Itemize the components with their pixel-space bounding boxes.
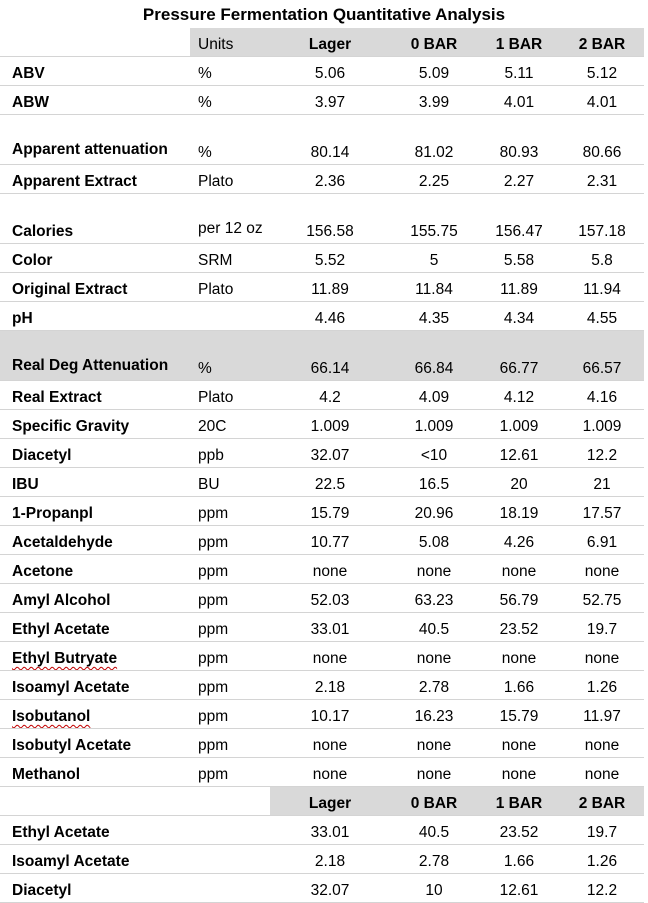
value-lager: 22.5 <box>270 468 390 497</box>
value-0-bar: 5.08 <box>390 526 478 555</box>
header-lager: Lager <box>270 28 390 57</box>
value-1-bar: 11.89 <box>478 273 560 302</box>
header-2-bar: 2 BAR <box>560 28 644 57</box>
summary-row <box>0 874 644 903</box>
value-0-bar: none <box>390 555 478 584</box>
row-label: Original Extract <box>0 273 190 302</box>
value-lager: none <box>270 758 390 787</box>
table-row <box>0 758 644 787</box>
value-lager: none <box>270 729 390 758</box>
value-2-bar: 19.7 <box>560 613 644 642</box>
table-row <box>0 115 644 165</box>
row-label <box>0 642 190 671</box>
table-row <box>0 497 644 526</box>
value-0-bar: 2.78 <box>390 845 478 874</box>
table-row <box>0 244 644 273</box>
value-1-bar: 18.19 <box>478 497 560 526</box>
value-0-bar: none <box>390 758 478 787</box>
table-row <box>0 194 644 244</box>
row-unit: per 12 oz <box>190 194 270 244</box>
value-lager: 52.03 <box>270 584 390 613</box>
value-2-bar: 19.7 <box>560 816 644 845</box>
value-lager: 5.52 <box>270 244 390 273</box>
value-0-bar: 63.23 <box>390 584 478 613</box>
row-label: Methanol <box>0 758 190 787</box>
summary-header-1-bar: 1 BAR <box>478 787 560 816</box>
value-lager: 32.07 <box>270 439 390 468</box>
row-unit: Plato <box>190 165 270 194</box>
value-0-bar: none <box>390 642 478 671</box>
row-unit: Plato <box>190 381 270 410</box>
value-1-bar: 4.01 <box>478 86 560 115</box>
table-row <box>0 165 644 194</box>
value-1-bar: 1.66 <box>478 671 560 700</box>
value-0-bar: 66.84 <box>390 331 478 381</box>
value-2-bar: none <box>560 555 644 584</box>
value-0-bar: 16.5 <box>390 468 478 497</box>
value-lager: 33.01 <box>270 613 390 642</box>
spellcheck-flagged-label: Isobutanol <box>12 708 91 725</box>
row-unit: ppm <box>190 613 270 642</box>
value-1-bar: 1.009 <box>478 410 560 439</box>
row-label: ABW <box>0 86 190 115</box>
value-1-bar: 156.47 <box>478 194 560 244</box>
row-label: Diacetyl <box>0 439 190 468</box>
table-row <box>0 439 644 468</box>
row-label: IBU <box>0 468 190 497</box>
row-label: Ethyl Acetate <box>0 613 190 642</box>
summary-header-2-bar: 2 BAR <box>560 787 644 816</box>
row-label <box>0 700 190 729</box>
summary-row-unit <box>190 874 270 903</box>
row-unit: SRM <box>190 244 270 273</box>
value-2-bar: 52.75 <box>560 584 644 613</box>
row-label: Color <box>0 244 190 273</box>
value-0-bar: 2.78 <box>390 671 478 700</box>
value-lager: 5.06 <box>270 57 390 86</box>
value-lager: 10.17 <box>270 700 390 729</box>
header-row <box>0 28 644 57</box>
row-unit: ppm <box>190 758 270 787</box>
value-1-bar: 66.77 <box>478 331 560 381</box>
row-unit: Plato <box>190 273 270 302</box>
value-0-bar: 155.75 <box>390 194 478 244</box>
summary-row <box>0 816 644 845</box>
value-1-bar: 56.79 <box>478 584 560 613</box>
table-row <box>0 671 644 700</box>
row-label: 1-Propanpl <box>0 497 190 526</box>
table-row <box>0 584 644 613</box>
value-1-bar: 23.52 <box>478 613 560 642</box>
table-row <box>0 273 644 302</box>
value-1-bar: 2.27 <box>478 165 560 194</box>
value-0-bar: <10 <box>390 439 478 468</box>
analysis-table <box>0 28 644 903</box>
value-2-bar: none <box>560 729 644 758</box>
value-1-bar: 4.12 <box>478 381 560 410</box>
value-0-bar: 11.84 <box>390 273 478 302</box>
value-1-bar: none <box>478 758 560 787</box>
row-unit: ppm <box>190 642 270 671</box>
value-2-bar: 157.18 <box>560 194 644 244</box>
header-0-bar: 0 BAR <box>390 28 478 57</box>
row-label: Acetaldehyde <box>0 526 190 555</box>
value-1-bar: 80.93 <box>478 115 560 165</box>
value-0-bar: 10 <box>390 874 478 903</box>
value-2-bar: 12.2 <box>560 874 644 903</box>
table-row <box>0 86 644 115</box>
row-label: Apparent Extract <box>0 165 190 194</box>
table-row <box>0 468 644 497</box>
value-1-bar: 4.34 <box>478 302 560 331</box>
row-label: Isobutyl Acetate <box>0 729 190 758</box>
summary-row-unit <box>190 816 270 845</box>
row-unit: % <box>190 331 270 381</box>
summary-header-0-bar: 0 BAR <box>390 787 478 816</box>
value-1-bar: 20 <box>478 468 560 497</box>
table-row <box>0 57 644 86</box>
value-lager: 2.18 <box>270 671 390 700</box>
value-lager: 156.58 <box>270 194 390 244</box>
value-lager: 4.2 <box>270 381 390 410</box>
value-2-bar: 1.26 <box>560 671 644 700</box>
value-0-bar: 20.96 <box>390 497 478 526</box>
value-2-bar: none <box>560 642 644 671</box>
value-1-bar: 23.52 <box>478 816 560 845</box>
value-lager: 10.77 <box>270 526 390 555</box>
value-lager: 2.36 <box>270 165 390 194</box>
table-row <box>0 613 644 642</box>
row-label: ABV <box>0 57 190 86</box>
row-unit: % <box>190 115 270 165</box>
row-label: Specific Gravity <box>0 410 190 439</box>
table-row <box>0 555 644 584</box>
row-unit: ppm <box>190 526 270 555</box>
value-lager: 15.79 <box>270 497 390 526</box>
value-2-bar: 66.57 <box>560 331 644 381</box>
value-2-bar: 4.55 <box>560 302 644 331</box>
summary-row <box>0 845 644 874</box>
value-lager: 3.97 <box>270 86 390 115</box>
value-1-bar: none <box>478 729 560 758</box>
value-1-bar: 1.66 <box>478 845 560 874</box>
value-lager: none <box>270 555 390 584</box>
row-unit <box>190 302 270 331</box>
header-units: Units <box>190 28 270 57</box>
row-label: Real Extract <box>0 381 190 410</box>
value-2-bar: 5.12 <box>560 57 644 86</box>
value-1-bar: 15.79 <box>478 700 560 729</box>
value-2-bar: 6.91 <box>560 526 644 555</box>
row-unit: BU <box>190 468 270 497</box>
value-1-bar: 5.58 <box>478 244 560 273</box>
summary-row-label: Ethyl Acetate <box>0 816 190 845</box>
value-lager: 66.14 <box>270 331 390 381</box>
table-row <box>0 410 644 439</box>
spellcheck-flagged-label: Ethyl Butryate <box>12 650 118 667</box>
summary-blank-units <box>190 787 270 816</box>
row-unit: % <box>190 57 270 86</box>
summary-row-unit <box>190 845 270 874</box>
value-lager: 33.01 <box>270 816 390 845</box>
value-2-bar: 80.66 <box>560 115 644 165</box>
value-1-bar: 5.11 <box>478 57 560 86</box>
value-1-bar: 4.26 <box>478 526 560 555</box>
table-row <box>0 526 644 555</box>
value-0-bar: 81.02 <box>390 115 478 165</box>
row-unit: ppm <box>190 497 270 526</box>
summary-header-row <box>0 787 644 816</box>
value-2-bar: 11.94 <box>560 273 644 302</box>
row-label: pH <box>0 302 190 331</box>
value-2-bar: 4.16 <box>560 381 644 410</box>
value-0-bar: none <box>390 729 478 758</box>
value-lager: none <box>270 642 390 671</box>
row-unit: ppm <box>190 671 270 700</box>
value-0-bar: 5.09 <box>390 57 478 86</box>
value-lager: 4.46 <box>270 302 390 331</box>
value-1-bar: none <box>478 642 560 671</box>
summary-row-label: Isoamyl Acetate <box>0 845 190 874</box>
table-row <box>0 700 644 729</box>
value-0-bar: 2.25 <box>390 165 478 194</box>
value-2-bar: 4.01 <box>560 86 644 115</box>
row-unit: ppm <box>190 700 270 729</box>
row-label: Isoamyl Acetate <box>0 671 190 700</box>
table-row-highlighted <box>0 331 644 381</box>
row-unit: ppb <box>190 439 270 468</box>
row-unit: ppm <box>190 729 270 758</box>
value-1-bar: 12.61 <box>478 874 560 903</box>
value-0-bar: 40.5 <box>390 816 478 845</box>
table-row <box>0 381 644 410</box>
row-label: Amyl Alcohol <box>0 584 190 613</box>
row-label: Calories <box>0 194 190 244</box>
value-lager: 11.89 <box>270 273 390 302</box>
value-0-bar: 1.009 <box>390 410 478 439</box>
value-lager: 1.009 <box>270 410 390 439</box>
value-1-bar: 12.61 <box>478 439 560 468</box>
value-2-bar: none <box>560 758 644 787</box>
row-label: Real Deg Attenuation <box>0 331 190 381</box>
value-2-bar: 17.57 <box>560 497 644 526</box>
header-blank-cell <box>0 28 190 57</box>
value-2-bar: 21 <box>560 468 644 497</box>
row-label: Acetone <box>0 555 190 584</box>
row-unit: % <box>190 86 270 115</box>
value-lager: 2.18 <box>270 845 390 874</box>
value-0-bar: 4.35 <box>390 302 478 331</box>
sheet-title: Pressure Fermentation Quantitative Analysis <box>142 5 506 24</box>
value-0-bar: 40.5 <box>390 613 478 642</box>
row-unit: ppm <box>190 555 270 584</box>
value-2-bar: 1.009 <box>560 410 644 439</box>
summary-row-label: Diacetyl <box>0 874 190 903</box>
value-2-bar: 11.97 <box>560 700 644 729</box>
row-unit: ppm <box>190 584 270 613</box>
summary-blank-cell <box>0 787 190 816</box>
value-2-bar: 2.31 <box>560 165 644 194</box>
value-0-bar: 4.09 <box>390 381 478 410</box>
value-1-bar: none <box>478 555 560 584</box>
table-row <box>0 642 644 671</box>
value-0-bar: 3.99 <box>390 86 478 115</box>
value-2-bar: 12.2 <box>560 439 644 468</box>
table-row <box>0 729 644 758</box>
value-lager: 32.07 <box>270 874 390 903</box>
table-row <box>0 302 644 331</box>
value-0-bar: 5 <box>390 244 478 273</box>
header-1-bar: 1 BAR <box>478 28 560 57</box>
summary-header-lager: Lager <box>270 787 390 816</box>
value-2-bar: 5.8 <box>560 244 644 273</box>
value-2-bar: 1.26 <box>560 845 644 874</box>
value-0-bar: 16.23 <box>390 700 478 729</box>
row-unit: 20C <box>190 410 270 439</box>
row-label: Apparent attenuation <box>0 115 190 165</box>
value-lager: 80.14 <box>270 115 390 165</box>
